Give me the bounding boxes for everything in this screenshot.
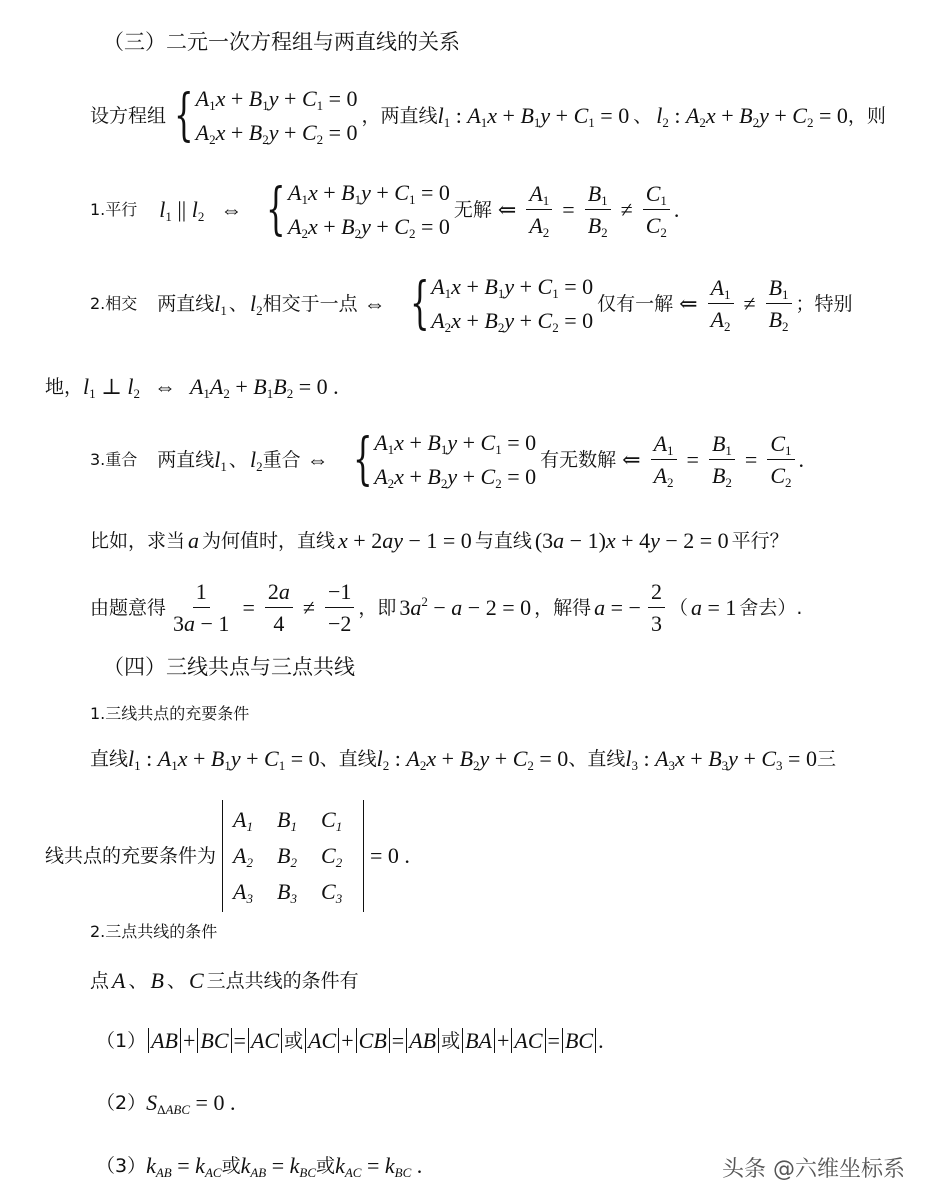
iff-symbol: ⇔ — [220, 197, 243, 223]
example-answer: 由题意得 $\frac{1}{3a - 1}$ = $\frac{2a}{4}$ ≠ $\frac{-1}{-2}$ ，即 $3a^2 - a - 2 = 0$ ，解得 a = − $\frac{2}{3}$ （ a = 1 舍去）. — [90, 579, 803, 637]
concurrent-label: 1.三线共点的充要条件 — [90, 704, 250, 723]
example-a1: 由题意得 — [90, 596, 167, 619]
iff-symbol: ⇔ — [363, 291, 386, 317]
example-q4: 平行？ — [731, 529, 789, 552]
coincide-desc: 两直线 — [157, 448, 215, 471]
concurrent-t3: 、直线 — [568, 747, 626, 770]
section3-title: （三）二元一次方程组与两直线的关系 — [103, 30, 460, 54]
fraction: $\frac{C_1}{C_2}$ — [643, 182, 670, 238]
example-a5: 舍去）. — [739, 596, 803, 619]
example-a3: ，解得 — [534, 596, 592, 619]
concurrent-t4: 三 — [816, 747, 836, 770]
fraction: $\frac{2}{3}$ — [648, 580, 665, 636]
equation-system: { $A_1x + B_1y + C_1 = 0$ $A_2x + B_2y + C_2 = 0$ — [266, 177, 450, 243]
coincide-label: 3.重合 — [90, 450, 138, 470]
or-text: 或 — [284, 1029, 304, 1052]
perpendicular-prefix: 地， — [45, 375, 84, 398]
section4-title: （四）三线共点与三点共线 — [103, 655, 355, 679]
determinant-line: 线共点的充要条件为 $A_1$ $B_1$ $C_1$ $A_2$ $B_2$ $C_2$ $A_3$ $B_3$ $C_3$ = 0 . — [45, 800, 410, 912]
parallel-result: 无解 — [453, 198, 492, 221]
fraction: $\frac{B_1}{B_2}$ — [585, 182, 611, 238]
concurrent-t1: 直线 — [90, 747, 129, 770]
fraction: $\frac{B_1}{B_2}$ — [766, 276, 792, 332]
fraction: $\frac{A_1}{A_2}$ — [708, 276, 734, 332]
example-q2: 为何值时，直线 — [202, 529, 336, 552]
intersect-desc: 两直线 — [157, 292, 215, 315]
coincide-line: 3.重合 两直线 $l_1$ 、 $l_2$ 重合 ⇔ { $A_1x + B_1y + C_1 = 0$ $A_2x + B_2y + C_2 = 0$ 有无数解 ⇐ $\frac{A_1}{A_2}$ = $\frac{B_1}{B_2}$ = $\frac{C_1}{C_2}$ . — [90, 427, 804, 493]
fraction: $\frac{A_1}{A_2}$ — [651, 432, 677, 488]
collinear-condition-2: （2） $S_{\Delta ABC} = 0$ . — [96, 1090, 236, 1117]
collinear-sep: 、 — [128, 969, 148, 992]
fraction: $\frac{B_1}{B_2}$ — [709, 432, 735, 488]
collinear-intro: 点 A 、 B 、 C 三点共线的条件有 — [90, 968, 359, 993]
intersect-sep: 、 — [228, 292, 248, 315]
or-text: 或 — [316, 1154, 336, 1177]
perpendicular-line: 地， $l_1$ ⊥ $l_2$ ⇔ $A_1A_2 + B_1B_2 = 0$ . — [45, 374, 339, 401]
setup-suffix: ，则 — [847, 104, 886, 127]
condition-1-label: （1） — [96, 1029, 147, 1052]
setup-mid: ，两直线 — [361, 104, 438, 127]
condition-2-label: （2） — [96, 1091, 147, 1114]
intersect-line: 2.相交 两直线 $l_1$ 、 $l_2$ 相交于一点 ⇔ { $A_1x + B_1y + C_1 = 0$ $A_2x + B_2y + C_2 = 0$ 仅有一解 ⇐ $\frac{A_1}{A_2}$ ≠ $\frac{B_1}{B_2}$ ；特别 — [90, 271, 853, 337]
line-l2-equation: $l_2$ : $A_2x + B_2y + C_2 = 0$ — [656, 103, 848, 130]
parallel-label: 1.平行 — [90, 200, 138, 220]
condition-3-label: （3） — [96, 1154, 147, 1177]
coincide-result: 有无数解 — [540, 448, 617, 471]
setup-line — [90, 83, 886, 148]
implied-by-symbol: ⇐ — [679, 291, 698, 317]
implied-by-symbol: ⇐ — [497, 197, 517, 223]
example-q3: 与直线 — [474, 529, 532, 552]
coincide-sep: 、 — [228, 448, 248, 471]
equation-system: { $A_1x + B_1y + C_1 = 0$ $A_2x + B_2y + C_2 = 0$ — [352, 427, 537, 493]
collinear-intro2: 三点共线的条件有 — [206, 969, 359, 992]
fraction: $\frac{2a}{4}$ — [265, 580, 293, 636]
collinear-intro1: 点 — [90, 969, 110, 992]
fraction: $\frac{C_1}{C_2}$ — [767, 432, 794, 488]
iff-symbol: ⇔ — [306, 447, 329, 473]
intersect-label: 2.相交 — [90, 294, 138, 314]
parallel-line: 1.平行 $l_1$ || $l_2$ ⇔ { $A_1x + B_1y + C_1 = 0$ $A_2x + B_2y + C_2 = 0$ 无解 ⇐ $\frac{A_1}{A_2}$ = $\frac{B_1}{B_2}$ ≠ $\frac{C_1}{C_2}$ . — [90, 177, 680, 243]
fraction: $\frac{-1}{-2}$ — [325, 580, 354, 636]
example-q1: 比如，求当 — [90, 529, 186, 552]
equation-system: { $A_1x + B_1y + C_1 = 0$ $A_2x + B_2y + C_2 = 0$ — [174, 83, 358, 148]
setup-sep: 、 — [633, 104, 653, 127]
collinear-sep: 、 — [166, 969, 186, 992]
or-text: 或 — [441, 1029, 461, 1052]
fraction: $\frac{A_1}{A_2}$ — [526, 182, 552, 238]
intersect-result: 仅有一解 — [597, 292, 674, 315]
setup-prefix: 设方程组 — [90, 104, 167, 127]
example-a4: （ — [668, 596, 688, 619]
iff-symbol: ⇔ — [153, 374, 176, 399]
coincide-desc2: 重合 — [262, 448, 301, 471]
fraction: $\frac{1}{3a - 1}$ — [173, 579, 230, 637]
or-text: 或 — [221, 1154, 241, 1177]
concurrent-statement: 直线 $l_1$ : $A_1x + B_1y + C_1 = 0$ 、直线 $l_2$ : $A_2x + B_2y + C_2 = 0$ 、直线 $l_3$ : $A_3x + B_3y + C_3 = 0$ 三 — [90, 746, 836, 773]
intersect-desc2: 相交于一点 — [262, 292, 358, 315]
equation-system: { $A_1x + B_1y + C_1 = 0$ $A_2x + B_2y + C_2 = 0$ — [409, 271, 594, 337]
collinear-condition-1: （1） AB + BC = AC 或 AC + CB = AB 或 BA + AC = BC . — [96, 1028, 604, 1053]
example-question: 比如，求当 a 为何值时，直线 x + 2ay − 1 = 0 与直线 (3a − 1)x + 4y − 2 = 0 平行？ — [90, 528, 789, 553]
collinear-condition-3: （3） $k_{AB} = k_{AC}$ 或 $k_{AB} = k_{BC}$ 或 $k_{AC} = k_{BC}$ . — [96, 1153, 423, 1180]
parallel-condition: $l_1$ || $l_2$ — [159, 197, 205, 225]
implied-by-symbol: ⇐ — [622, 447, 641, 473]
concurrent-t5: 线共点的充要条件为 — [45, 844, 217, 867]
collinear-label: 2.三点共线的条件 — [90, 922, 218, 941]
determinant: $A_1$ $B_1$ $C_1$ $A_2$ $B_2$ $C_2$ $A_3$ $B_3$ $C_3$ — [222, 800, 364, 912]
intersect-special: ；特别 — [795, 292, 853, 315]
line-l1-equation: $l_1$ : $A_1x + B_1y + C_1 = 0$ — [437, 103, 630, 130]
example-a2: ，即 — [358, 596, 397, 619]
perpendicular-condition: $A_1A_2 + B_1B_2 = 0$ . — [189, 374, 339, 401]
watermark: 头条 @六维坐标系 — [722, 1157, 905, 1182]
concurrent-t2: 、直线 — [319, 747, 377, 770]
